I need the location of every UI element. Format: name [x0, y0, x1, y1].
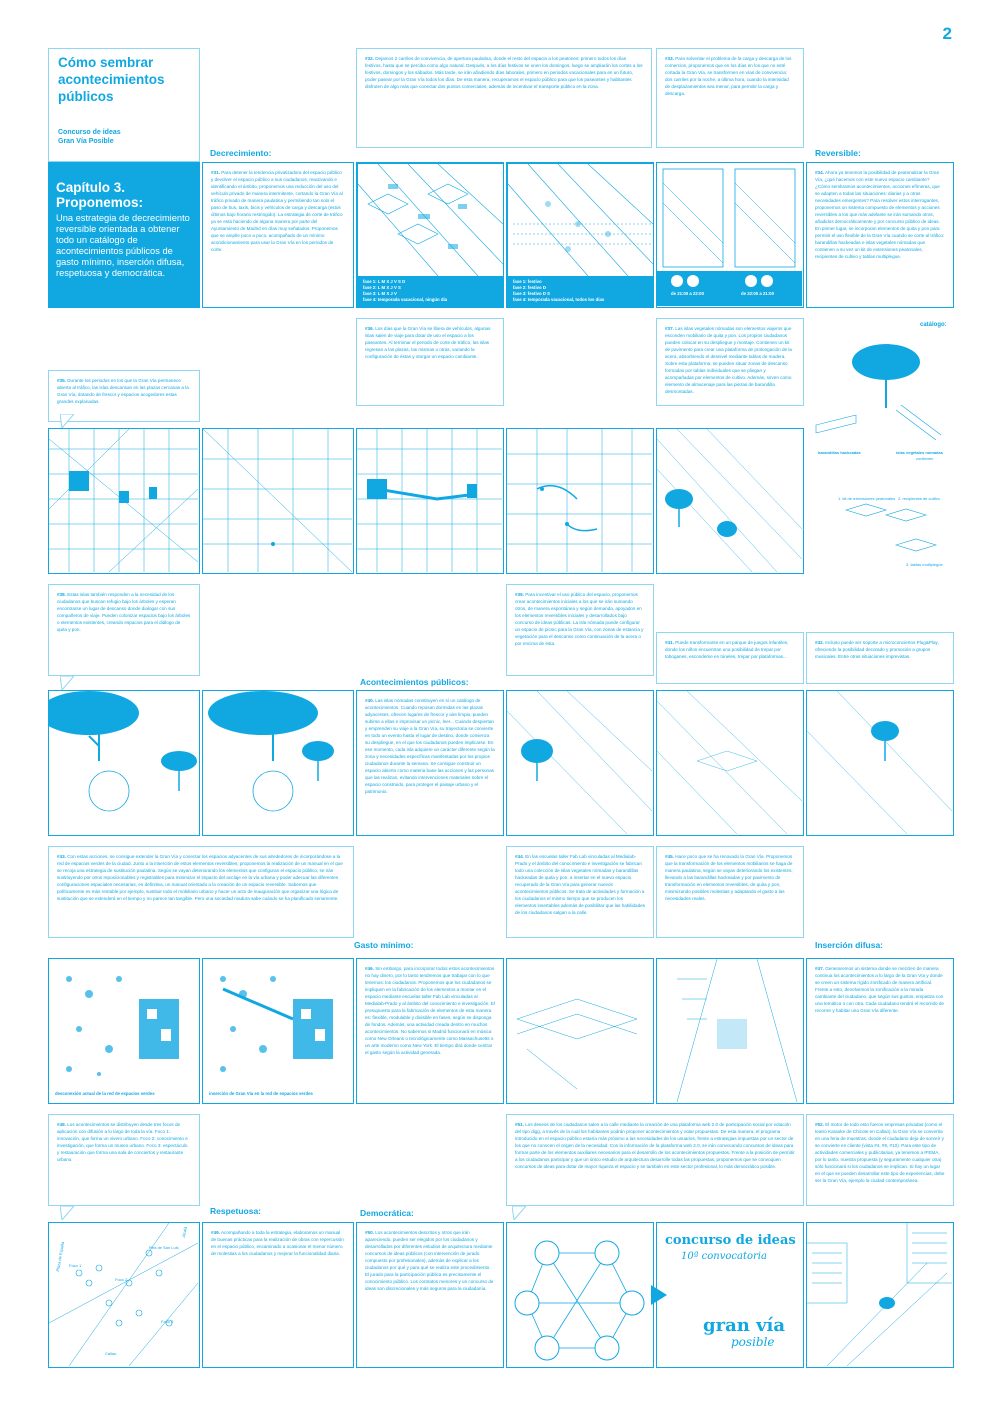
note-41	[656, 632, 804, 684]
network-diagram	[506, 1222, 654, 1368]
picnic-svg	[507, 691, 652, 834]
map-label-foco2: Foco 2	[115, 1277, 128, 1282]
playground-svg	[657, 691, 802, 834]
time-illustration	[657, 163, 802, 306]
concert-svg	[807, 691, 952, 834]
tree-island-svg	[49, 691, 198, 834]
network-svg	[507, 1223, 652, 1366]
note-number: #43.	[57, 854, 66, 859]
note-number: #50.	[365, 1230, 374, 1235]
heading-respetuosa: Respetuosa:	[210, 1206, 262, 1216]
map-label-foco3: Foco 3	[161, 1319, 174, 1324]
map-illustration	[49, 429, 198, 572]
note-number: #37.	[665, 326, 674, 331]
caption-fase-a-4: fase 4: temporada vacacional, ningún día	[363, 297, 448, 302]
heading-reversible: Reversible:	[815, 148, 861, 158]
note-number: #51.	[515, 1122, 524, 1127]
chapter-block	[48, 162, 200, 308]
fase-b-caption	[513, 279, 604, 303]
street-svg	[657, 959, 802, 1102]
note-47	[806, 958, 954, 1104]
note-number: #35.	[57, 378, 66, 383]
note-44	[506, 846, 654, 938]
heading-catalogo: catálogo:	[920, 322, 947, 328]
playground-illustration	[656, 690, 804, 836]
note-number: #45.	[665, 854, 674, 859]
caption-fase-a-1: fase 1: L M X J V S D	[363, 279, 406, 284]
catalog-area	[806, 330, 954, 580]
note-40	[356, 690, 504, 836]
label-barandillas: barandillas hackeadas	[818, 450, 861, 455]
tree-island-svg	[203, 691, 352, 834]
note-text: Estas islas también responden a la necesidad de los ciudadanos que buscan refugio bajo los árboles y esperan encontrarse un lugar de descanso donde dialogar con sus compañeros de viaje. Pueden colonizar espacios bajo los árboles o elementos existentes, creando espacios para el diálogo de quita y pon.	[57, 592, 191, 632]
map-plazas-1	[48, 428, 200, 574]
note-37	[656, 318, 804, 406]
note-number: #41.	[665, 640, 674, 645]
note-text: El motor de todo esto fueron empresas privadas (como el teatro Karaoke de Chicote en Callao), la Gran Vía se convertía en una feria de muestras, donde el ciudadano deja de sonreír y se convierte en cliente (vista #4, #5, #10). Para este tipo de actividades comerciales y publicitarias, ya tenemos a IFEMA, por lo tanto, nuestra propuesta (y seguramente cualquier otra) sólo funcionará si los ciudadanos se implican. Si hay un lugar en el que se pueden desarrollar este tipo de experiencias, debe ser la Gran Vía, ejemplo la ciudad contemporánea.	[815, 1122, 945, 1183]
map-label-san-luis: Red de San Luis	[149, 1245, 179, 1250]
chapter-heading1: Capítulo 3.	[56, 180, 126, 195]
note-text: Los días que la Gran Vía se libera de vehículos, algunas islas salen de viaje para dotar de uso el espacio a los paseantes. Al terminar el periodo de corte de tráfico, las islas regresan a las plazas, las mismas u otras, variando la configuración de éstas y otorgar un espacio cambiante.	[365, 326, 491, 359]
note-text: Los acontecimientos se distribuyen desde tres focos de aplicación con difusión a lo largo de toda la vía. Foco 1: innovación, que forma un vivero urbano. Foco 2: conocimiento e investigación, que forma un museo urbano. Foco 3: espectáculo y restauración que forma una sala de conciertos y restaurante urbano.	[57, 1122, 188, 1162]
island-illustration	[656, 428, 804, 574]
subtitle-line1: Concurso de ideas	[58, 129, 121, 136]
caption-fase-b-2: fase 2: festivo D	[513, 285, 546, 290]
note-number: #36.	[365, 326, 374, 331]
note-33	[656, 48, 804, 148]
note-text: Hace poco que se ha renovado la Gran Vía. Proponemos que la transformación de los elementos mobiliarios se haga de manera paulatina, según se vayan deteriorando los existentes, llevando a las barandillas hackeadas y por pavimento de transformación en elementos reversibles, de quita y pon, minimizando posibles molestias y adaptando el gasto a las necesidades reales.	[665, 854, 793, 901]
map-label-plaza: Plaza de España	[55, 1241, 66, 1272]
green-map-caption-1: desconexión actual de la red de espacios verdes	[55, 1091, 155, 1096]
note-text: Con estas acciones, se consigue extender la Gran Vía y conectar los espacios adyacentes de sus alrededores de incorporándose a la red de espacios verdes de la ciudad. Junto a la inserción de estos elementos reversibles, proponemos la realización de un manual en el que se recoja una estrategia de sustitución paulatina. Según se vayan deteriorando los elementos que configuran el espacio público, se irán sustituyendo por otros reposicionables y registrables para minimizar el impacto del anclaje en la vía urbana y poder adecuar las diferentes configuraciones espaciales necesarias, en definitiva, un manual orientado a la creación de un espacio reversible. Sabemos que políticamente es más rentable por ejemplo, sustituir todo el mobiliario urbano y hacer un acto de inauguración que organizar una lógica de sustitución que se extenderá en el tiempo y no parece tan tangible. Pero una sociedad madura sabe cuándo se ha planificado seriamente.	[57, 854, 343, 901]
note-number: #48.	[57, 1122, 66, 1127]
caption-fase-a-3: fase 3: L M X J V	[363, 291, 397, 296]
caption-fase-b-1: fase 1: festivo	[513, 279, 542, 284]
cityscape-svg	[807, 1223, 952, 1366]
island-svg	[657, 429, 802, 572]
time-diagram	[656, 162, 804, 308]
chapter-body: Una estrategia de decrecimiento reversible orientada a obtener todo un catálogo de acontecimientos públicos de gasto mínimo, inserción difusa, respetuosa y democrática.	[56, 213, 190, 278]
catalog-illustration	[806, 330, 954, 580]
note-42	[806, 632, 954, 684]
note-39	[506, 584, 654, 676]
note-48	[48, 1114, 200, 1206]
note-36	[356, 318, 504, 406]
map-plazas-4	[506, 428, 654, 574]
workshop-svg	[507, 959, 652, 1102]
note-number: #33.	[665, 56, 674, 61]
caption-fase-b-3: fase 3: festivo D S	[513, 291, 551, 296]
label-islas: islas vegetales nómadas	[896, 450, 943, 455]
note-text: Los acontecimientos descritos y otros que irán apareciendo, pueden ser elegidos por los ciudadanos y desarrollados por diferentes estudios de arquitectura mediante concursos de ideas públicos (con intervención de jurado compuesto por profesionales), además de explicar a los ciudadanos por qué y para qué se realiza este procedimiento. El jurado para la participación pública es precisamente el conocimiento público. Los contratos menores y un concurso de ideas son discrecionales y más seguros para la ciudadanía.	[365, 1230, 494, 1291]
green-map-caption-2: inserción de Gran Vía en la red de espacios verdes	[209, 1091, 313, 1096]
green-network-map-1	[48, 958, 200, 1104]
phase-b-illustration	[508, 164, 653, 276]
note-52	[806, 1114, 954, 1206]
logo-panel	[656, 1222, 804, 1368]
note-number: #38.	[57, 592, 66, 597]
picnic-illustration	[506, 690, 654, 836]
note-text: Para solventar el problema de la carga y descarga de los comercios, proponemos que en los días en los que no esté cortada la Gran Vía, se transformen en vías de convivencia: dos carriles por la noche, a última hora, cuando la intensidad de desplazamientos sea menor, para permitir la carga y descarga.	[665, 56, 792, 96]
tree-island-2	[202, 690, 354, 836]
note-text: Para incentivar el uso público del espacio, proponemos crear acontecimientos iniciales a los que se irán sumando otros, de manera espontánea y según demanda, apoyados en los elementos reversibles iniciales y desarrollados bajo concurso de ideas públicas. La isla nómada puede configurar un espacio de picnic para la Gran Vía, con zonas de estancia y vegetación para el descanso como continuación de la acera o por encima de ésta.	[515, 592, 644, 646]
note-50	[356, 1222, 504, 1368]
logo-line2: 10ª convocatoria	[681, 1251, 767, 1262]
phase-a-illustration	[358, 164, 503, 276]
time-label-1: de 21:00 a 22:00	[671, 291, 704, 296]
page-title: Cómo sembrar acontecimientos públicos	[58, 55, 165, 104]
note-number: #31.	[211, 170, 220, 175]
note-number: #49.	[211, 1230, 220, 1235]
note-text: Las islas nómadas constituyen en sí un catálogo de acontecimientos. Cuando reposan dormidas en las plazas adyacentes, ofrecen lugares de frescor y aire limpio, pueden subirse a ellas e improvisar un picnic, leer... Cuando despiertan y emprenden su viaje a la Gran Vía, su trayectoria se convierte en todo un evento hasta el lugar de destino, donde comienza su despliegue, en el que los ciudadanos pueden implicarse. En ese momento, cada isla adquiere un carácter diferente según la zona y necesidades específicas manifestadas por los propios ciudadanos durante la semana. Se consigue construir un espacio abierto como materia base las acciones y las personas que las realizan, evitando intervenciones materiales sobre el espacio construido, para proteger el paisaje urbano y el patrimonio.	[365, 698, 495, 794]
green-map-svg	[49, 959, 198, 1089]
note-number: #52.	[815, 1122, 824, 1127]
phase-diagram-a	[356, 162, 504, 308]
label-kit3: 3. tablas multiplegue	[906, 562, 943, 567]
arrow-icon	[649, 1285, 669, 1305]
note-text: Sin embargo, para incorporar todos estos acontecimientos no hay dinero, por lo tanto tendremos que trabajar con lo que tenemos: los ciudadanos. Proponemos que los ciudadanos se impliquen en la fabricación de los elementos a montar en el espacio mediante escuelas taller Fab Lab vinculadas al Medialab-Prado y al ámbito del conocimiento e investigación. El presupuesto para la fabricación de elementos de esta manera es: flexible, modulable y divisible en fases, según se disponga de fondos. Además, una actividad creada dentro en muchos acontecimientos. No sabemos si Madrid funcionará en música como New Orleans o tecnológicamente como Massachusetts o un arte moderno como New York. El tiempo dirá donde centrar el gasto según la actividad generada.	[365, 966, 495, 1055]
note-number: #40.	[365, 698, 374, 703]
tree-island-1	[48, 690, 200, 836]
note-number: #32.	[365, 56, 374, 61]
note-51	[506, 1114, 804, 1206]
street-illustration	[656, 958, 804, 1104]
note-49	[202, 1222, 354, 1368]
note-31	[202, 162, 354, 308]
caption-fase-a-2: fase 2: L M X J V S	[363, 285, 401, 290]
map-illustration	[203, 429, 352, 572]
green-network-map-2	[202, 958, 354, 1104]
note-text: Ahora ya tenemos la posibilidad de peatonalizar la Gran Vía, ¿qué hacemos con este nuevo espacio cambiante? ¿Cómo sembramos acontecimientos, acciones efímeras, que se adapten a todas las situaciones: diarias y a otras necesidades emergentes? Para resolver estos interrogantes, proponemos un sistema compuesto de elementos y acciones reversibles a los que más adelante se irán sumando otros, añadidos democráticamente y por concurso público de ideas. En primer lugar, se incorporan elementos de quita y pon para permitir el uso flexible de la Gran Vía cuando se corte al tráfico: barandillas hackeadas e islas vegetales nómadas que contienen a su vez un kit de extensiones peatonales, recipientes de cultivo y tablas multiplegue.	[815, 170, 945, 259]
logo-gran-via: gran vía	[703, 1315, 786, 1336]
cityscape-illustration	[806, 1222, 954, 1368]
map-illustration	[507, 429, 652, 572]
note-text: Los deseos de los ciudadanos salen a la calle mediante la creación de una plataforma web 2.0 de participación social por votación del tipo digg, a través de la cual los habitantes podrán proponer acontecimientos y votar propuestas. De esta manera, el programa introducido en el espacio público estaría más próximo a las necesidades de los usuarios, frente a estrategias impuestas por un sector de los que no conocen el origen de la necesidad. Con la información de la plataforma web 2.0, se irán convocando concursos de ideas para formar parte de los elementos auxiliares necesarios para el desarrollo de los acontecimientos propuestos. Frente a la posición de permitir a los ciudadanos participar y que un único estudio de arquitectura desarrolle todas las propuestas, proponemos que se convoquen concursos de ideas para dotar de mayor riqueza el espacio y se también en este sector profesional, lo más democrático posible.	[515, 1122, 795, 1169]
note-text: Generaremos un sistema donde se mezclen de manera continua los acontecimientos a lo largo de la Gran Vía y donde se creen un sistema rígido zonificado de manera artificial. Frente a esto, devolvemos la zonificación a la mirada cambiante del ciudadano, que según sus gustos, empatiza con una temática o con otra. Cada ciudadano tendrá el recorrido de recorrer y habitar una Gran Vía diferente.	[815, 966, 944, 1013]
note-number: #46.	[365, 966, 374, 971]
note-text: Incluso puede ser soporte a microconciertos Plug&Play, ofreciendo la posibilidad decorado y promoción a grupos musicales. Entre otras situaciones imprevistas.	[815, 640, 939, 659]
heading-gasto: Gasto mínimo:	[354, 940, 414, 950]
label-kit2: 2. recipientes de cultivo	[898, 496, 940, 501]
heading-decrecimiento: Decrecimiento:	[210, 148, 272, 158]
note-number: #34.	[815, 170, 824, 175]
map-label-callao: Callao	[105, 1351, 117, 1356]
bubble-tail-icon	[60, 1206, 74, 1220]
green-map-svg	[203, 959, 352, 1089]
chapter-heading2: Proponemos:	[56, 195, 144, 210]
note-text: Durante los periodos en los que la Gran Vía permanece abierta al tráfico, las islas descansan en las plazas cercanas a la Gran Vía, dotando de frescor y espacios acogedores estas grandes explanadas.	[57, 378, 189, 404]
note-number: #39.	[515, 592, 524, 597]
bubble-tail-icon	[60, 676, 74, 690]
note-text: En las escuelas taller Fab Lab vinculadas al Medialab-Prado y el ámbito del conocimiento e investigación se fabrican todo una colección de islas vegetales nómadas y barandillas hackeadas de quita y pon, a insertar en el nuevo espacio recuperado de la Gran Vía para generar nuevos acontecimientos públicos. Se trata de actividades y formación a los ciudadanos el mismo tiempo que se producen los elementos insertables además de posibilitar que las habilidades de los ciudadanos salgan a la calle.	[515, 854, 645, 915]
note-38	[48, 584, 200, 676]
note-45	[656, 846, 804, 938]
logo-line1: concurso de ideas	[665, 1233, 796, 1248]
bubble-tail-icon	[512, 1206, 526, 1220]
note-text: Para detener la tendencia privatizadora del espacio público y devolver el espacio público a sus ciudadanos, reactivando e identificando el ámbito, proponemos una reducción del uso del vehículo privado de manera intermitente, cortando la Gran Vía al tráfico privado de manera paulatina y permitiendo tan solo el paso de bus, taxis, bicis y vehículos de carga y descarga (estos últimos bajo horario restringido). La estrategia de corte de tráfico ya se está haciendo de alguna manera por parte del Ayuntamiento de Madrid en días muy señalados. Proponemos que se amplíe poco a poco, acompañado de un mínimo acondicionamiento para usar la Gran Vía en los periodos de corte.	[211, 170, 343, 252]
focus-map	[48, 1222, 200, 1368]
heading-insercion: Inserción difusa:	[815, 940, 884, 950]
map-illustration	[357, 429, 502, 572]
subtitle-line2: Gran Vía Posible	[58, 137, 114, 145]
note-text: Las islas vegetales nómadas son elementos viajeros que esconden mobiliario de quita y pon. Los propios ciudadanos pueden colocar en su despliegue y montaje. Contienen un kit de pavimento para crear una plataforma de prolongación de la acera, absorbiendo el desnivel mediante tablas de madera. Sobre esta plataforma, se pueden situar zonas de descanso formadas por tablas individuales que se pliegan y acompañadas por elementos de cultivo. Además, sirven como elemento de almacenaje para las piezas de barandilla desmontadas.	[665, 326, 792, 394]
page-number: 2	[942, 24, 952, 43]
label-kit1: 1. kit de extensiones peatonales	[838, 496, 896, 501]
note-46	[356, 958, 504, 1104]
map-label-alcala: Alcalá	[181, 1226, 188, 1238]
note-number: #44.	[515, 854, 524, 859]
note-43	[48, 846, 354, 938]
label-contienen: contienen	[916, 456, 934, 461]
phase-diagram-b	[506, 162, 654, 308]
caption-fase-b-4: fase 4: temporada vacacional, todos los días	[513, 297, 605, 302]
heading-democratica: Democrática:	[360, 1208, 414, 1218]
note-number: #42.	[815, 640, 824, 645]
concert-illustration	[806, 690, 954, 836]
map-plazas-3	[356, 428, 504, 574]
note-number: #47.	[815, 966, 824, 971]
fase-a-caption	[363, 279, 447, 303]
note-text: Puede transformarse en un parque de juegos infantiles, donde los niños encuentran una posibilidad de trepar por toboganes, esconderse en túneles, trepar por plataformas...	[665, 640, 789, 659]
note-text: Dejamos 2 carriles de convivencia, de apertura paulatina, donde el resto del espacio a los peatones: primero todos los días festivos, hasta que se perciba como algo natural. Después, a los días festivos se unen los domingos, luego se ampliarán los cortes a los festivos, domingos y los sábados. Más tarde, se irán añadiendo días laborales, primero en periodos vacacionales para en un futuro, poder pasear por la Gran Vía todos los días. De esta manera, recuperamos el espacio público para que los paseantes y habitantes disfruten de algo más que conectar dos puntos comerciales, además de incentivar el transporte público en la zona.	[365, 56, 643, 89]
note-32	[356, 48, 652, 148]
note-text: Acompañando a toda la estrategia, elaboramos un manual de buenas prácticas para la realización de obras con repercusión en el espacio público, encaminado a ocasionar el menor número de molestias a los ciudadanos y mejorar la funcionalidad diaria.	[211, 1230, 344, 1256]
map-plazas-2	[202, 428, 354, 574]
page-subtitle	[58, 129, 121, 146]
map-label-foco1: Foco 1	[69, 1263, 82, 1268]
note-34	[806, 162, 954, 308]
time-label-2: de 22:00 a 21:00	[741, 291, 774, 296]
workshop-illustration	[506, 958, 654, 1104]
bubble-tail-icon	[60, 414, 74, 428]
logo-posible: posible	[731, 1335, 775, 1349]
heading-acontecimientos: Acontecimientos públicos:	[360, 677, 469, 687]
